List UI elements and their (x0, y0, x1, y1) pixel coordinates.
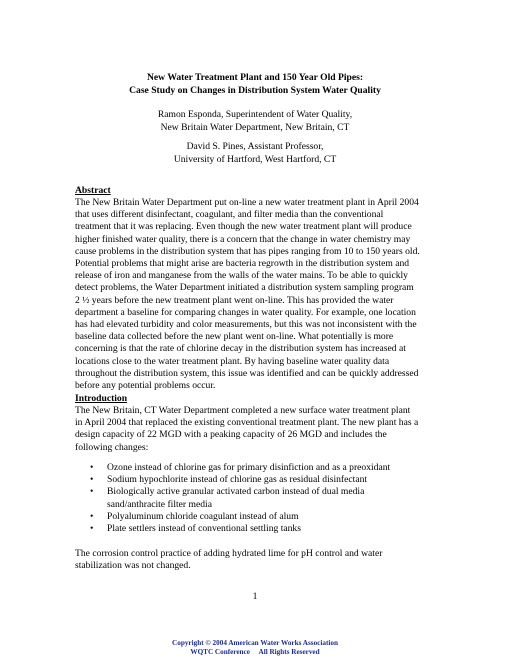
bullet-text: Polyaluminum chloride coagulant instead of alum (107, 510, 299, 522)
abstract-heading: Abstract (75, 185, 111, 196)
abstract-line: concerning is that the rate of chlorine decay in the distribution system has increased at (75, 343, 406, 355)
bullet-icon: • (90, 462, 94, 473)
bullet-item (90, 511, 440, 523)
closing-line: The corrosion control practice of adding hydrated lime for pH control and water (75, 548, 383, 559)
abstract-line: before any potential problems occur. (75, 380, 216, 392)
bullet-icon: • (90, 510, 94, 522)
changes-bullet-list (90, 462, 440, 535)
author-2-name: David S. Pines, Assistant Professor, (186, 141, 324, 152)
footer-conference: WQTC Conference All Rights Reserved (190, 648, 320, 656)
author-1-affiliation: New Britain Water Department, New Britain, CT (160, 121, 350, 133)
abstract-paragraph (75, 197, 447, 392)
bullet-text: Plate settlers instead of conventional settling tanks (107, 523, 301, 535)
introduction-line: design capacity of 22 MGD with a peaking capacity of 26 MGD and includes the (75, 429, 387, 441)
bullet-text: Biologically active granular activated carbon instead of dual media (107, 486, 365, 498)
abstract-line: Potential problems that might arise are bacteria regrowth in the distribution system and (75, 258, 410, 270)
bullet-text-continued: sand/anthracite filter media (107, 498, 212, 510)
author-1-name: Ramon Esponda, Superintendent of Water Quality, (157, 109, 353, 120)
title-line-2: Case Study on Changes in Distribution System Water Quality (129, 84, 381, 96)
author-affiliation-2 (75, 141, 435, 166)
bullet-icon: • (90, 523, 94, 535)
abstract-line: cause problems in the distribution system that has pipes ranging from 10 to 150 years old. (75, 245, 420, 257)
abstract-line: department a baseline for comparing changes in water quality. For example, one location (75, 306, 416, 318)
abstract-line: treatment that it was replacing. Even though the new water treatment plant will produce (75, 221, 412, 233)
introduction-paragraph (75, 405, 447, 454)
introduction-line: The New Britain, CT Water Department completed a new surface water treatment plant (75, 405, 411, 416)
introduction-heading: Introduction (75, 393, 128, 404)
closing-line: stabilization was not changed. (75, 560, 191, 572)
closing-paragraph (75, 548, 447, 572)
abstract-line: 2 ½ years before the new treatment plant went on-line. This has provided the water (75, 294, 394, 306)
author-affiliation-1 (75, 109, 435, 134)
bullet-text: Sodium hypochlorite instead of chlorine gas as residual disinfectant (107, 474, 368, 486)
abstract-line: baseline data collected before the new plant went on-line. What potentially is more (75, 331, 394, 343)
title-line-1: New Water Treatment Plant and 150 Year Old Pipes: (146, 72, 364, 83)
bullet-icon: • (90, 486, 94, 498)
bullet-item (90, 523, 440, 535)
introduction-line: following changes: (75, 441, 149, 453)
paper-title (75, 72, 435, 97)
copyright-footer (100, 639, 410, 657)
bullet-text: Ozone instead of chlorine gas for primary disinfiction and as a preoxidant (107, 462, 391, 473)
abstract-line: higher finished water quality, there is a concern that the change in water chemistry may (75, 233, 411, 245)
abstract-line: throughout the distribution system, this issue was identified and can be quickly addressed (75, 367, 419, 379)
introduction-line: in April 2004 that replaced the existing conventional treatment plant. The new plant has a (75, 417, 419, 429)
abstract-line: The New Britain Water Department put on-line a new water treatment plant in April 2004 (75, 197, 419, 208)
abstract-line: release of iron and manganese from the walls of the water mains. To be able to quickly (75, 270, 408, 282)
bullet-icon: • (90, 474, 94, 486)
bullet-item (90, 462, 440, 474)
footer-copyright: Copyright © 2004 American Water Works Association (172, 639, 338, 647)
abstract-line: detect problems, the Water Department initiated a distribution system sampling program (75, 282, 414, 294)
bullet-item (90, 486, 440, 510)
author-2-affiliation: University of Hartford, West Hartford, CT (173, 153, 337, 165)
abstract-line: that uses different disinfectant, coagulant, and filter media than the conventional (75, 209, 384, 221)
abstract-line: locations close to the water treatment plant. By having baseline water quality data (75, 355, 390, 367)
page-number: 1 (252, 591, 258, 602)
bullet-item (90, 474, 440, 486)
abstract-line: has had elevated turbidity and color measurements, but this was not inconsistent with the (75, 319, 417, 331)
